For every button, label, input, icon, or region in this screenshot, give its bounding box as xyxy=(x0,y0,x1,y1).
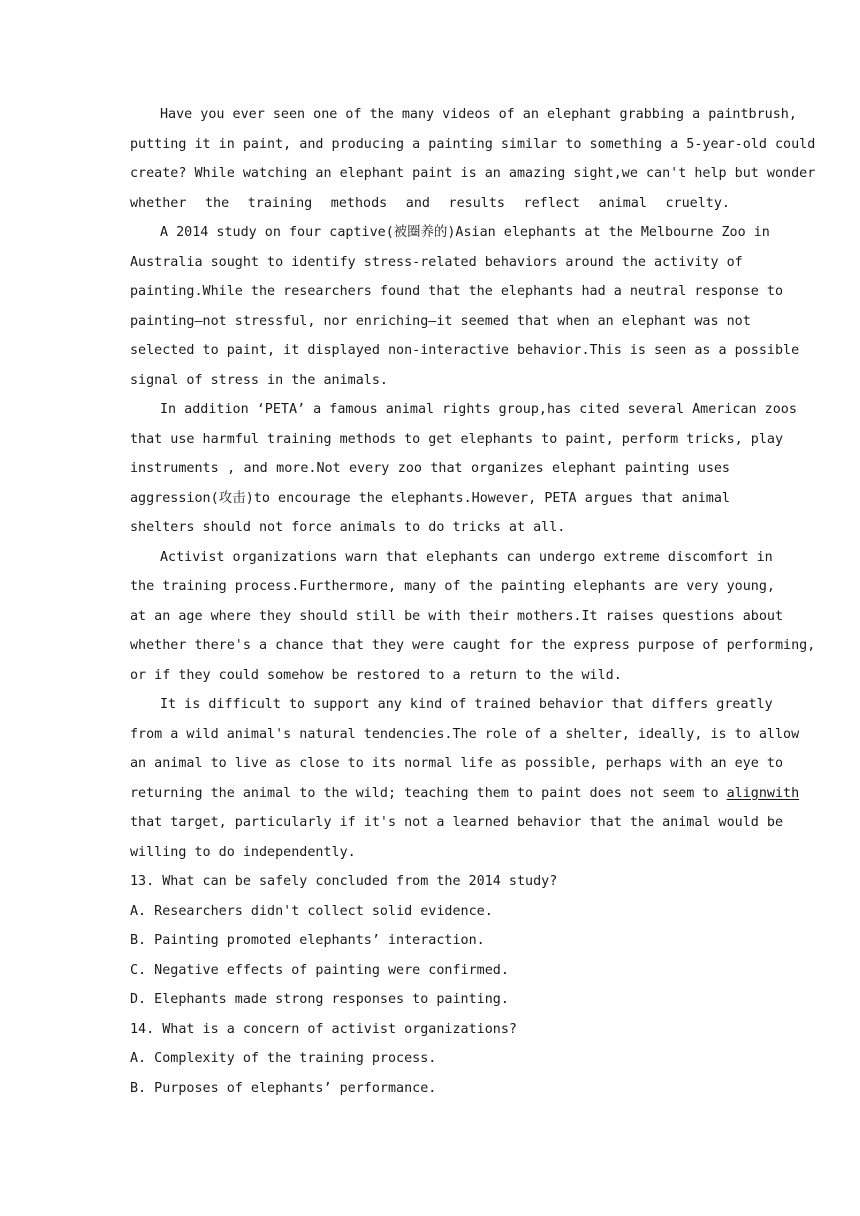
underlined-phrase: alignwith xyxy=(726,785,800,801)
text-segment: returning the animal to the wild; teaching them to paint does not seem to xyxy=(130,785,727,801)
text-line: aggression(攻击)to encourage the elephants.However, PETA argues that animal xyxy=(130,490,730,506)
option-a: A. Complexity of the training process. xyxy=(130,1051,437,1066)
option-c: C. Negative effects of painting were confirmed. xyxy=(130,962,509,978)
option-b: B. Purposes of elephants’ performance. xyxy=(130,1080,437,1096)
paragraph-4 xyxy=(130,543,816,691)
text-line: It is difficult to support any kind of trained behavior that differs greatly xyxy=(160,697,773,712)
text-line: putting it in paint, and producing a painting similar to something a 5-year-old could xyxy=(130,136,816,152)
paragraph-5 xyxy=(130,690,800,867)
paragraph-1 xyxy=(130,100,816,218)
text-line: willing to do independently. xyxy=(130,844,356,860)
question-stem: 14. What is a concern of activist organizations? xyxy=(130,1021,517,1037)
text-line xyxy=(130,779,800,809)
text-line: create? While watching an elephant paint is an amazing sight,we can't help but wonder xyxy=(130,166,816,181)
paragraph-3 xyxy=(130,395,797,543)
text-line: painting.While the researchers found that the elephants had a neutral response to xyxy=(130,284,784,299)
text-line: In addition ‘PETA’ a famous animal rights group,has cited several American zoos xyxy=(160,402,797,417)
option-b: B. Painting promoted elephants’ interaction. xyxy=(130,933,485,948)
text-line: shelters should not force animals to do tricks at all. xyxy=(130,520,566,535)
document-page xyxy=(130,100,816,1103)
paragraph-2 xyxy=(130,218,800,395)
text-line: whether there's a chance that they were caught for the express purpose of performing, xyxy=(130,638,816,653)
text-line: instruments , and more.Not every zoo that organizes elephant painting uses xyxy=(130,461,730,476)
text-line: signal of stress in the animals. xyxy=(130,372,388,388)
text-line: that use harmful training methods to get elephants to paint, perform tricks, play xyxy=(130,431,784,447)
text-line: Australia sought to identify stress-related behaviors around the activity of xyxy=(130,254,743,270)
option-a: A. Researchers didn't collect solid evidence. xyxy=(130,903,493,919)
text-line: painting—not stressful, nor enriching—it seemed that when an elephant was not xyxy=(130,313,751,329)
question-14 xyxy=(130,1015,730,1104)
question-stem: 13. What can be safely concluded from the 2014 study? xyxy=(130,874,558,889)
text-line: A 2014 study on four captive(被圈养的)Asian elephants at the Melbourne Zoo in xyxy=(160,225,770,240)
option-d: D. Elephants made strong responses to painting. xyxy=(130,992,509,1007)
text-line: Activist organizations warn that elephants can undergo extreme discomfort in xyxy=(160,549,773,565)
text-line: selected to paint, it displayed non-interactive behavior.This is seen as a possible xyxy=(130,343,800,358)
text-line: that target, particularly if it's not a learned behavior that the animal would be xyxy=(130,815,784,830)
text-line: or if they could somehow be restored to a return to the wild. xyxy=(130,667,622,683)
question-13 xyxy=(130,867,730,1015)
text-line: an animal to live as close to its normal life as possible, perhaps with an eye to xyxy=(130,756,784,771)
text-line: Have you ever seen one of the many videos of an elephant grabbing a paintbrush, xyxy=(160,107,797,122)
text-line: at an age where they should still be with their mothers.It raises questions about xyxy=(130,608,784,624)
text-line: whether the training methods and results reflect animal cruelty. xyxy=(130,195,730,211)
text-line: from a wild animal's natural tendencies.The role of a shelter, ideally, is to allow xyxy=(130,726,800,742)
text-line: the training process.Furthermore, many of the painting elephants are very young, xyxy=(130,579,775,594)
